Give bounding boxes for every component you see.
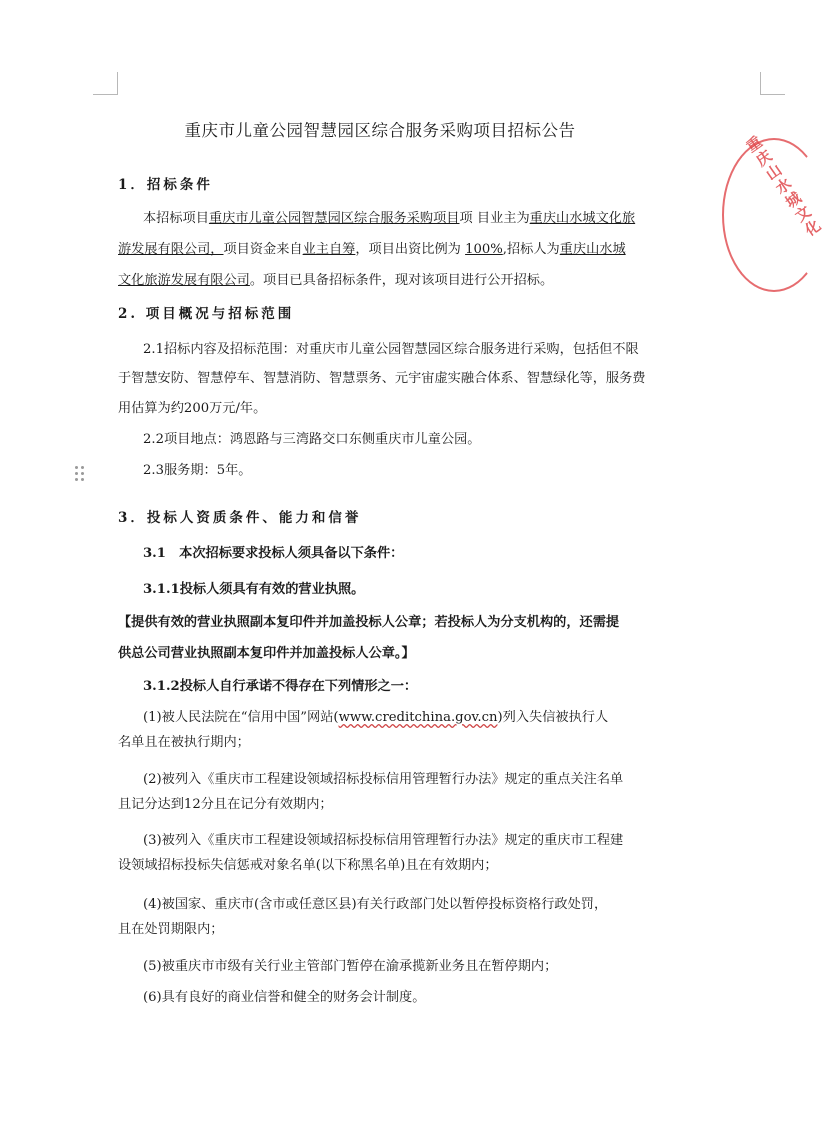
item-3-line-1: (3)被列入《重庆市工程建设领域招标投标信用管理暂行办法》规定的重庆市工程建 <box>143 833 624 848</box>
section-3-1-2: 3.1.2投标人自行承诺不得存在下列情形之一： <box>143 679 418 694</box>
section-2-3: 2.3服务期：5年。 <box>143 463 252 478</box>
section-2-1-line-2: 于智慧安防、智慧停车、智慧消防、智慧票务、元宇宙虚实融合体系、智慧绿化等，服务费 <box>118 371 646 386</box>
section-1-line-2: 游发展有限公司，项目资金来自业主自筹，项目出资比例为 100%,招标人为重庆山水城 <box>118 242 626 257</box>
section-2-1-line-1: 2.1招标内容及招标范围：对重庆市儿童公园智慧园区综合服务进行采购，包括但不限 <box>143 342 639 357</box>
section-3-1-1: 3.1.1投标人须具有有效的营业执照。 <box>143 582 365 597</box>
section-1-heading: 1．招标条件 <box>118 177 213 193</box>
item-1-line-1: (1)被人民法院在“信用中国”网站(www.creditchina.gov.cn)列入失信被执行人 <box>143 710 609 725</box>
item-4-line-1: (4)被国家、重庆市(含市或任意区县)有关行政部门处以暂停投标资格行政处罚， <box>143 897 608 912</box>
company-seal-text: 重庆山水城文化 <box>741 132 825 241</box>
section-3-heading: 3．投标人资质条件、能力和信誉 <box>118 510 362 526</box>
page-margin-corner-top-right <box>760 72 785 95</box>
section-1-line-3: 文化旅游发展有限公司。项目已具备招标条件，现对该项目进行公开招标。 <box>118 273 554 288</box>
item-5: (5)被重庆市市级有关行业主管部门暂停在渝承揽新业务且在暂停期内； <box>143 959 558 974</box>
section-2-1-line-3: 用估算为约200万元/年。 <box>118 401 267 416</box>
paragraph-drag-handle[interactable] <box>75 466 85 482</box>
page-margin-corner-top-left <box>93 72 118 95</box>
section-2-heading: 2. 项目概况与招标范围 <box>118 306 295 322</box>
credit-china-link[interactable]: www.creditchina.gov.cn <box>338 710 498 725</box>
item-4-line-2: 且在处罚期限内； <box>118 922 224 937</box>
note-line-1: 【提供有效的营业执照副本复印件并加盖投标人公章；若投标人为分支机构的，还需提 <box>118 615 620 630</box>
section-3-1: 3.1 本次招标要求投标人须具备以下条件： <box>143 546 404 561</box>
item-3-line-2: 设领域招标投标失信惩戒对象名单(以下称黑名单)且在有效期内； <box>118 858 498 873</box>
note-line-2: 供总公司营业执照副本复印件并加盖投标人公章。】 <box>118 646 415 661</box>
item-2-line-1: (2)被列入《重庆市工程建设领域招标投标信用管理暂行办法》规定的重点关注名单 <box>143 772 624 787</box>
item-2-line-2: 且记分达到12分且在记分有效期内； <box>118 797 333 812</box>
item-1-line-2: 名单且在被执行期内； <box>118 735 250 750</box>
section-2-2: 2.2项目地点：鸿恩路与三湾路交口东侧重庆市儿童公园。 <box>143 432 481 447</box>
item-6: (6)具有良好的商业信誉和健全的财务会计制度。 <box>143 990 426 1005</box>
document-title: 重庆市儿童公园智慧园区综合服务采购项目招标公告 <box>184 121 576 140</box>
section-1-line-1: 本招标项目重庆市儿童公园智慧园区综合服务采购项目项 目业主为重庆山水城文化旅 <box>143 211 636 226</box>
